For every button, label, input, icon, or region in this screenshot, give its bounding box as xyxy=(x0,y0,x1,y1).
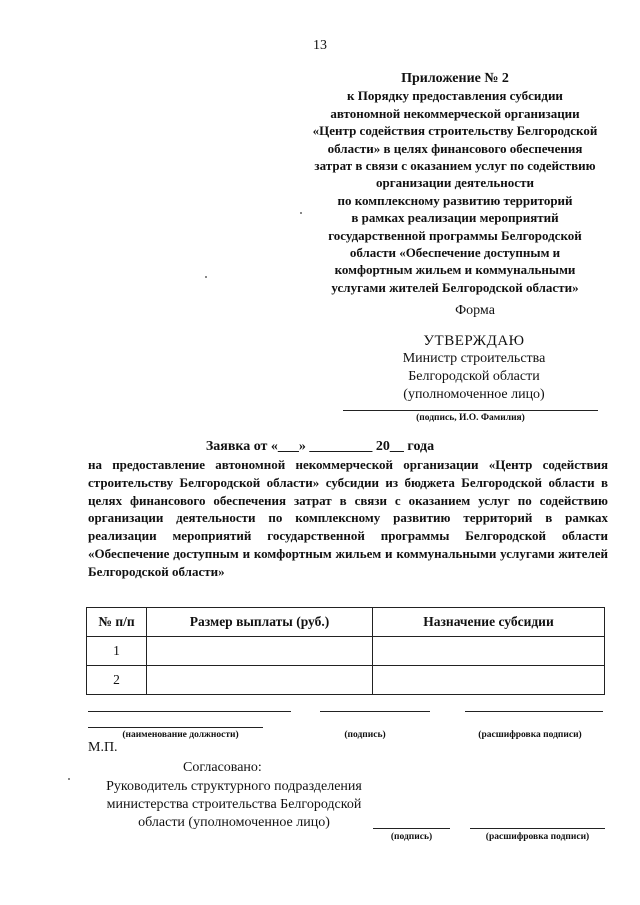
appendix-line: «Центр содействия строительству Белгородской xyxy=(312,123,598,139)
approver-position-line: Белгородской области xyxy=(408,369,540,384)
row-number-cell: 2 xyxy=(87,666,147,695)
appendix-line: к Порядку предоставления субсидии xyxy=(347,88,563,104)
appendix-line: области «Обеспечение доступным и xyxy=(349,245,561,261)
approver-position-line: Министр строительства xyxy=(402,351,546,366)
position-caption: (наименование должности) xyxy=(122,730,239,740)
appendix-line: затрат в связи с оказанием услуг по содействию xyxy=(314,158,596,174)
table-row xyxy=(87,666,605,695)
appendix-title: Приложение № 2 xyxy=(401,71,509,86)
agreed-signature-caption: (подпись) xyxy=(390,832,433,842)
agreed-decoding-line xyxy=(470,828,605,829)
appendix-line: услугами жителей Белгородской области» xyxy=(331,279,579,295)
appendix-header xyxy=(270,70,640,296)
appendix-line: автономной некоммерческой организации xyxy=(330,105,580,121)
table-header-row xyxy=(87,608,605,637)
scan-speck xyxy=(300,212,302,214)
appendix-line: области» в целях финансового обеспечения xyxy=(327,140,583,156)
request-title: Заявка от «___» _________ 20__ года xyxy=(205,439,435,454)
scan-speck xyxy=(68,778,70,780)
appendix-line: государственной программы Белгородской xyxy=(328,227,582,243)
approver-signature-line xyxy=(343,410,598,411)
decoding-caption: (расшифровка подписи) xyxy=(478,730,582,740)
agreed-block xyxy=(84,778,384,832)
amount-cell xyxy=(147,666,373,695)
purpose-cell xyxy=(373,666,605,695)
appendix-line: по комплексному развитию территорий xyxy=(337,192,573,208)
row-number-cell: 1 xyxy=(87,637,147,666)
approver-position-line: (уполномоченное лицо) xyxy=(403,387,545,402)
approve-heading: УТВЕРЖДАЮ xyxy=(423,333,525,349)
signature-caption: (подпись) xyxy=(344,730,386,740)
signature-line xyxy=(320,711,430,712)
position-line xyxy=(88,711,291,712)
decoding-line xyxy=(465,711,603,712)
agreed-signature-line xyxy=(373,828,450,829)
approver-signature-caption: (подпись, И.О. Фамилия) xyxy=(416,413,525,423)
form-label: Форма xyxy=(455,303,495,318)
agreed-line: министерства строительства Белгородской xyxy=(106,797,362,812)
agreed-line: области (уполномоченное лицо) xyxy=(138,815,330,830)
payment-table xyxy=(86,607,605,695)
column-header-purpose: Назначение субсидии xyxy=(373,608,605,637)
stamp-place: М.П. xyxy=(88,740,118,755)
purpose-cell xyxy=(373,637,605,666)
agreed-line: Руководитель структурного подразделения xyxy=(106,779,362,794)
agreed-decoding-caption: (расшифровка подписи) xyxy=(485,832,590,842)
appendix-line: комфортным жильем и коммунальными xyxy=(334,262,576,278)
table-row xyxy=(87,637,605,666)
column-header-number: № п/п xyxy=(87,608,147,637)
scan-speck xyxy=(205,276,207,278)
column-header-amount: Размер выплаты (руб.) xyxy=(147,608,373,637)
request-body: на предоставление автономной некоммерческой организации «Центр содействия строительству Белгородской области» субсидии из бюджета Белгородской области в целях финансового обеспечения затрат в связи с оказанием услуг по содействию организации деятельности по комплексному развитию территорий в рамках реализации мероприятий государственной программы Белгородской области «Обеспечение доступным и комфортным жильем и коммунальными услугами жителей Белгородской области» xyxy=(88,457,608,579)
page-number: 13 xyxy=(313,38,327,53)
approval-block xyxy=(384,332,564,404)
appendix-line: в рамках реализации мероприятий xyxy=(351,210,559,226)
agreed-title: Согласовано: xyxy=(183,760,262,775)
appendix-line: организации деятельности xyxy=(376,175,534,191)
position-line-lower xyxy=(88,727,263,728)
amount-cell xyxy=(147,637,373,666)
